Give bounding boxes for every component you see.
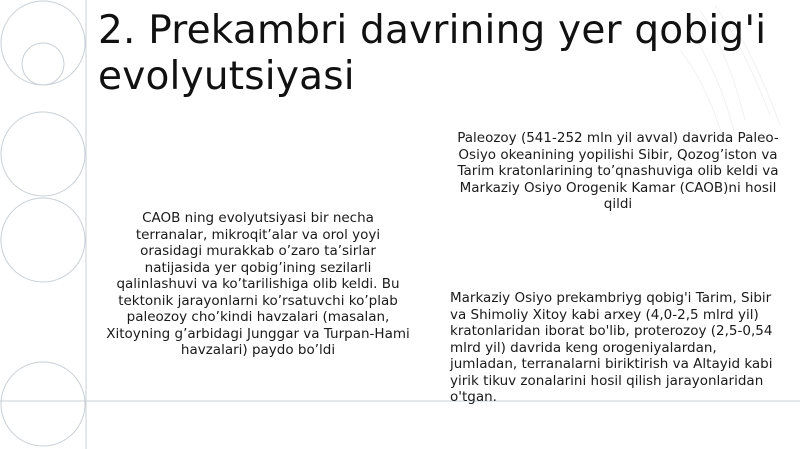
decor-circle-bottom <box>1 362 85 446</box>
decor-circle-large <box>1 1 85 85</box>
decor-circles <box>1 1 85 446</box>
slide-title: 2. Prekambri davrining yer qobig'i evolyutsiyasi <box>98 8 767 99</box>
text-block-right-bottom: Markaziy Osiyo prekambriyg qobig'i Tarim, Sibir va Shimoliy Xitoy kabi arxey (4,0-2,5 mlrd yil) kratonlaridan iborat bo'lib, proterozoy (2,5-0,54 mlrd yil) davrida keng orogeniyalardan, jumladan, terranalarni biriktirish va Altayid kabi yirik tikuv zonalarini hosil qilish jarayonlaridan o'tgan. <box>450 290 773 405</box>
decor-circle-low <box>1 198 85 282</box>
text-block-left: CAOB ning evolyutsiyasi bir necha terranalar, mikroqit’alar va orol yoyi orasidagi murakkab o’zaro ta’sirlar natijasida yer qobig’ining sezilarli qalinlashuvi va ko’tarilishiga olib keldi. Bu tektonik jarayonlarni ko’rsatuvchi ko’plab paleozoy cho’kindi havzalari (masalan, Xitoyning g’arbidagi Junggar va Turpan-Hami havzalari) paydo bo’ldi <box>106 210 410 358</box>
text-block-right-top: Paleozoy (541-252 mln yil avval) davrida Paleo-Osiyo okeanining yopilishi Sibir, Qozog’iston va Tarim kratonlarining to’qnashuviga olib keldi va Markaziy Osiyo Orogenik Kamar (CAOB)ni hosil qildi <box>457 130 779 212</box>
decor-circle-mid <box>1 112 85 196</box>
decor-circle-inner <box>22 43 64 85</box>
